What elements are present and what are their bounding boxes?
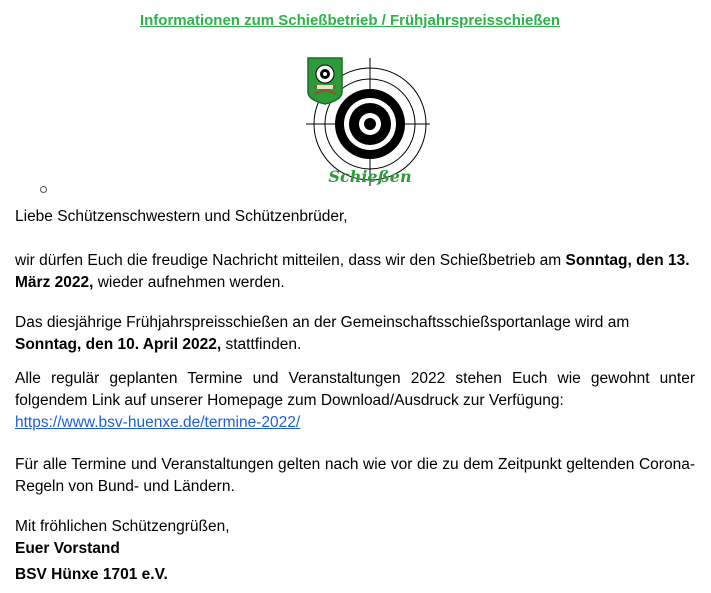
p1-date: Sonntag, den 13. März 2022, (15, 252, 690, 291)
signature: Euer Vorstand (15, 540, 120, 557)
p2-date: Sonntag, den 10. April 2022, (15, 336, 222, 353)
p1-text: wir dürfen Euch die freudige Nachricht mitteilen, dass wir den Schießbetrieb am (15, 252, 566, 269)
club-name: BSV Hünxe 1701 e.V. (15, 566, 168, 583)
club-logo (300, 52, 430, 192)
paragraph-corona-rules: Für alle Termine und Veranstaltungen gelten nach wie vor die zu dem Zeitpunkt geltenden Corona-Regeln von Bund- und Ländern. (15, 456, 695, 495)
p1-text-end: wieder aufnehmen werden. (93, 274, 285, 291)
page-heading: Informationen zum Schießbetrieb / Frühjahrspreisschießen (139, 12, 561, 29)
p3-text: Alle regulär geplanten Termine und Veranstaltungen 2022 stehen Euch wie gewohnt unter folgendem Link auf unserer Homepage zum Download/Ausdruck zur Verfügung: (15, 370, 695, 409)
schedule-link[interactable]: https://www.bsv-huenxe.de/termine-2022/ (15, 414, 301, 431)
closing: Mit fröhlichen Schützengrüßen, (15, 518, 230, 535)
greeting: Liebe Schützenschwestern und Schützenbrüder, (15, 208, 348, 225)
p2-text: Das diesjährige Frühjahrspreisschießen an der Gemeinschaftsschießsportanlage wird am (15, 314, 630, 331)
target-logo-graphic (300, 52, 430, 192)
paragraph-schedule (15, 368, 695, 434)
paragraph-spring-shooting (15, 312, 695, 356)
empty-bullet (40, 186, 47, 193)
paragraph-resume-shooting (15, 250, 695, 294)
p2-text-end: stattfinden. (221, 336, 302, 353)
logo-caption: Schießen (328, 167, 412, 186)
